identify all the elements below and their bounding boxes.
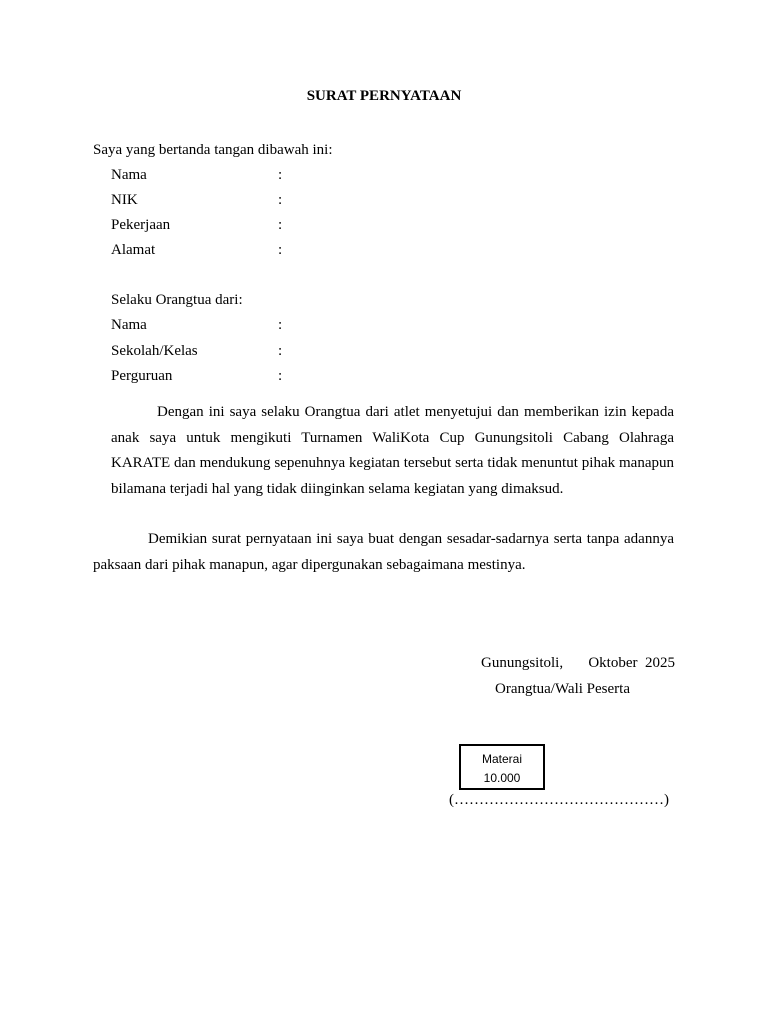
field-row-child-nama bbox=[111, 317, 411, 337]
field-row-sekolah-kelas bbox=[111, 343, 411, 363]
field-colon: : bbox=[278, 343, 283, 359]
field-label: NIK bbox=[111, 192, 138, 208]
parent-heading: Selaku Orangtua dari: bbox=[111, 292, 243, 308]
field-row-pekerjaan bbox=[111, 217, 411, 237]
field-colon: : bbox=[278, 317, 283, 333]
intro-text: Saya yang bertanda tangan dibawah ini: bbox=[93, 142, 333, 158]
signature-place: Gunungsitoli, bbox=[481, 655, 564, 671]
stamp-value: 10.000 bbox=[483, 771, 521, 785]
document-title: SURAT PERNYATAAN bbox=[306, 88, 462, 104]
consent-paragraph: Dengan ini saya selaku Orangtua dari atlet menyetujui dan memberikan izin kepada anak saya untuk mengikuti Turnamen WaliKota Cup Gunungsitoli Cabang Olahraga KARATE dan mendukung sepenuhnya kegiatan tersebut serta tidak menuntut pihak manapun bilamana terjadi hal yang tidak diinginkan selama kegiatan yang dimaksud. bbox=[111, 404, 674, 497]
signature-date: Oktober 2025 bbox=[588, 655, 675, 671]
field-label: Alamat bbox=[111, 242, 156, 258]
field-colon: : bbox=[278, 192, 283, 208]
signature-place-date bbox=[481, 655, 675, 672]
field-row-nama bbox=[111, 167, 411, 187]
signature-name-line: (……………………………………) bbox=[449, 792, 669, 808]
field-colon: : bbox=[278, 167, 283, 183]
field-label: Pekerjaan bbox=[111, 217, 171, 233]
field-label: Nama bbox=[111, 317, 147, 333]
field-label: Perguruan bbox=[111, 368, 173, 384]
signature-role: Orangtua/Wali Peserta bbox=[495, 681, 630, 697]
closing-paragraph: Demikian surat pernyataan ini saya buat dengan sesadar-sadarnya serta tanpa adannya paksaan dari pihak manapun, agar dipergunakan sebagaimana mestinya. bbox=[93, 531, 674, 573]
field-label: Nama bbox=[111, 167, 147, 183]
field-row-perguruan bbox=[111, 368, 411, 388]
stamp-label: Materai bbox=[481, 752, 522, 766]
field-colon: : bbox=[278, 242, 283, 258]
field-row-alamat bbox=[111, 242, 411, 262]
field-label: Sekolah/Kelas bbox=[111, 343, 198, 359]
field-colon: : bbox=[278, 217, 283, 233]
field-row-nik bbox=[111, 192, 411, 212]
materai-stamp-box bbox=[459, 744, 545, 790]
field-colon: : bbox=[278, 368, 283, 384]
